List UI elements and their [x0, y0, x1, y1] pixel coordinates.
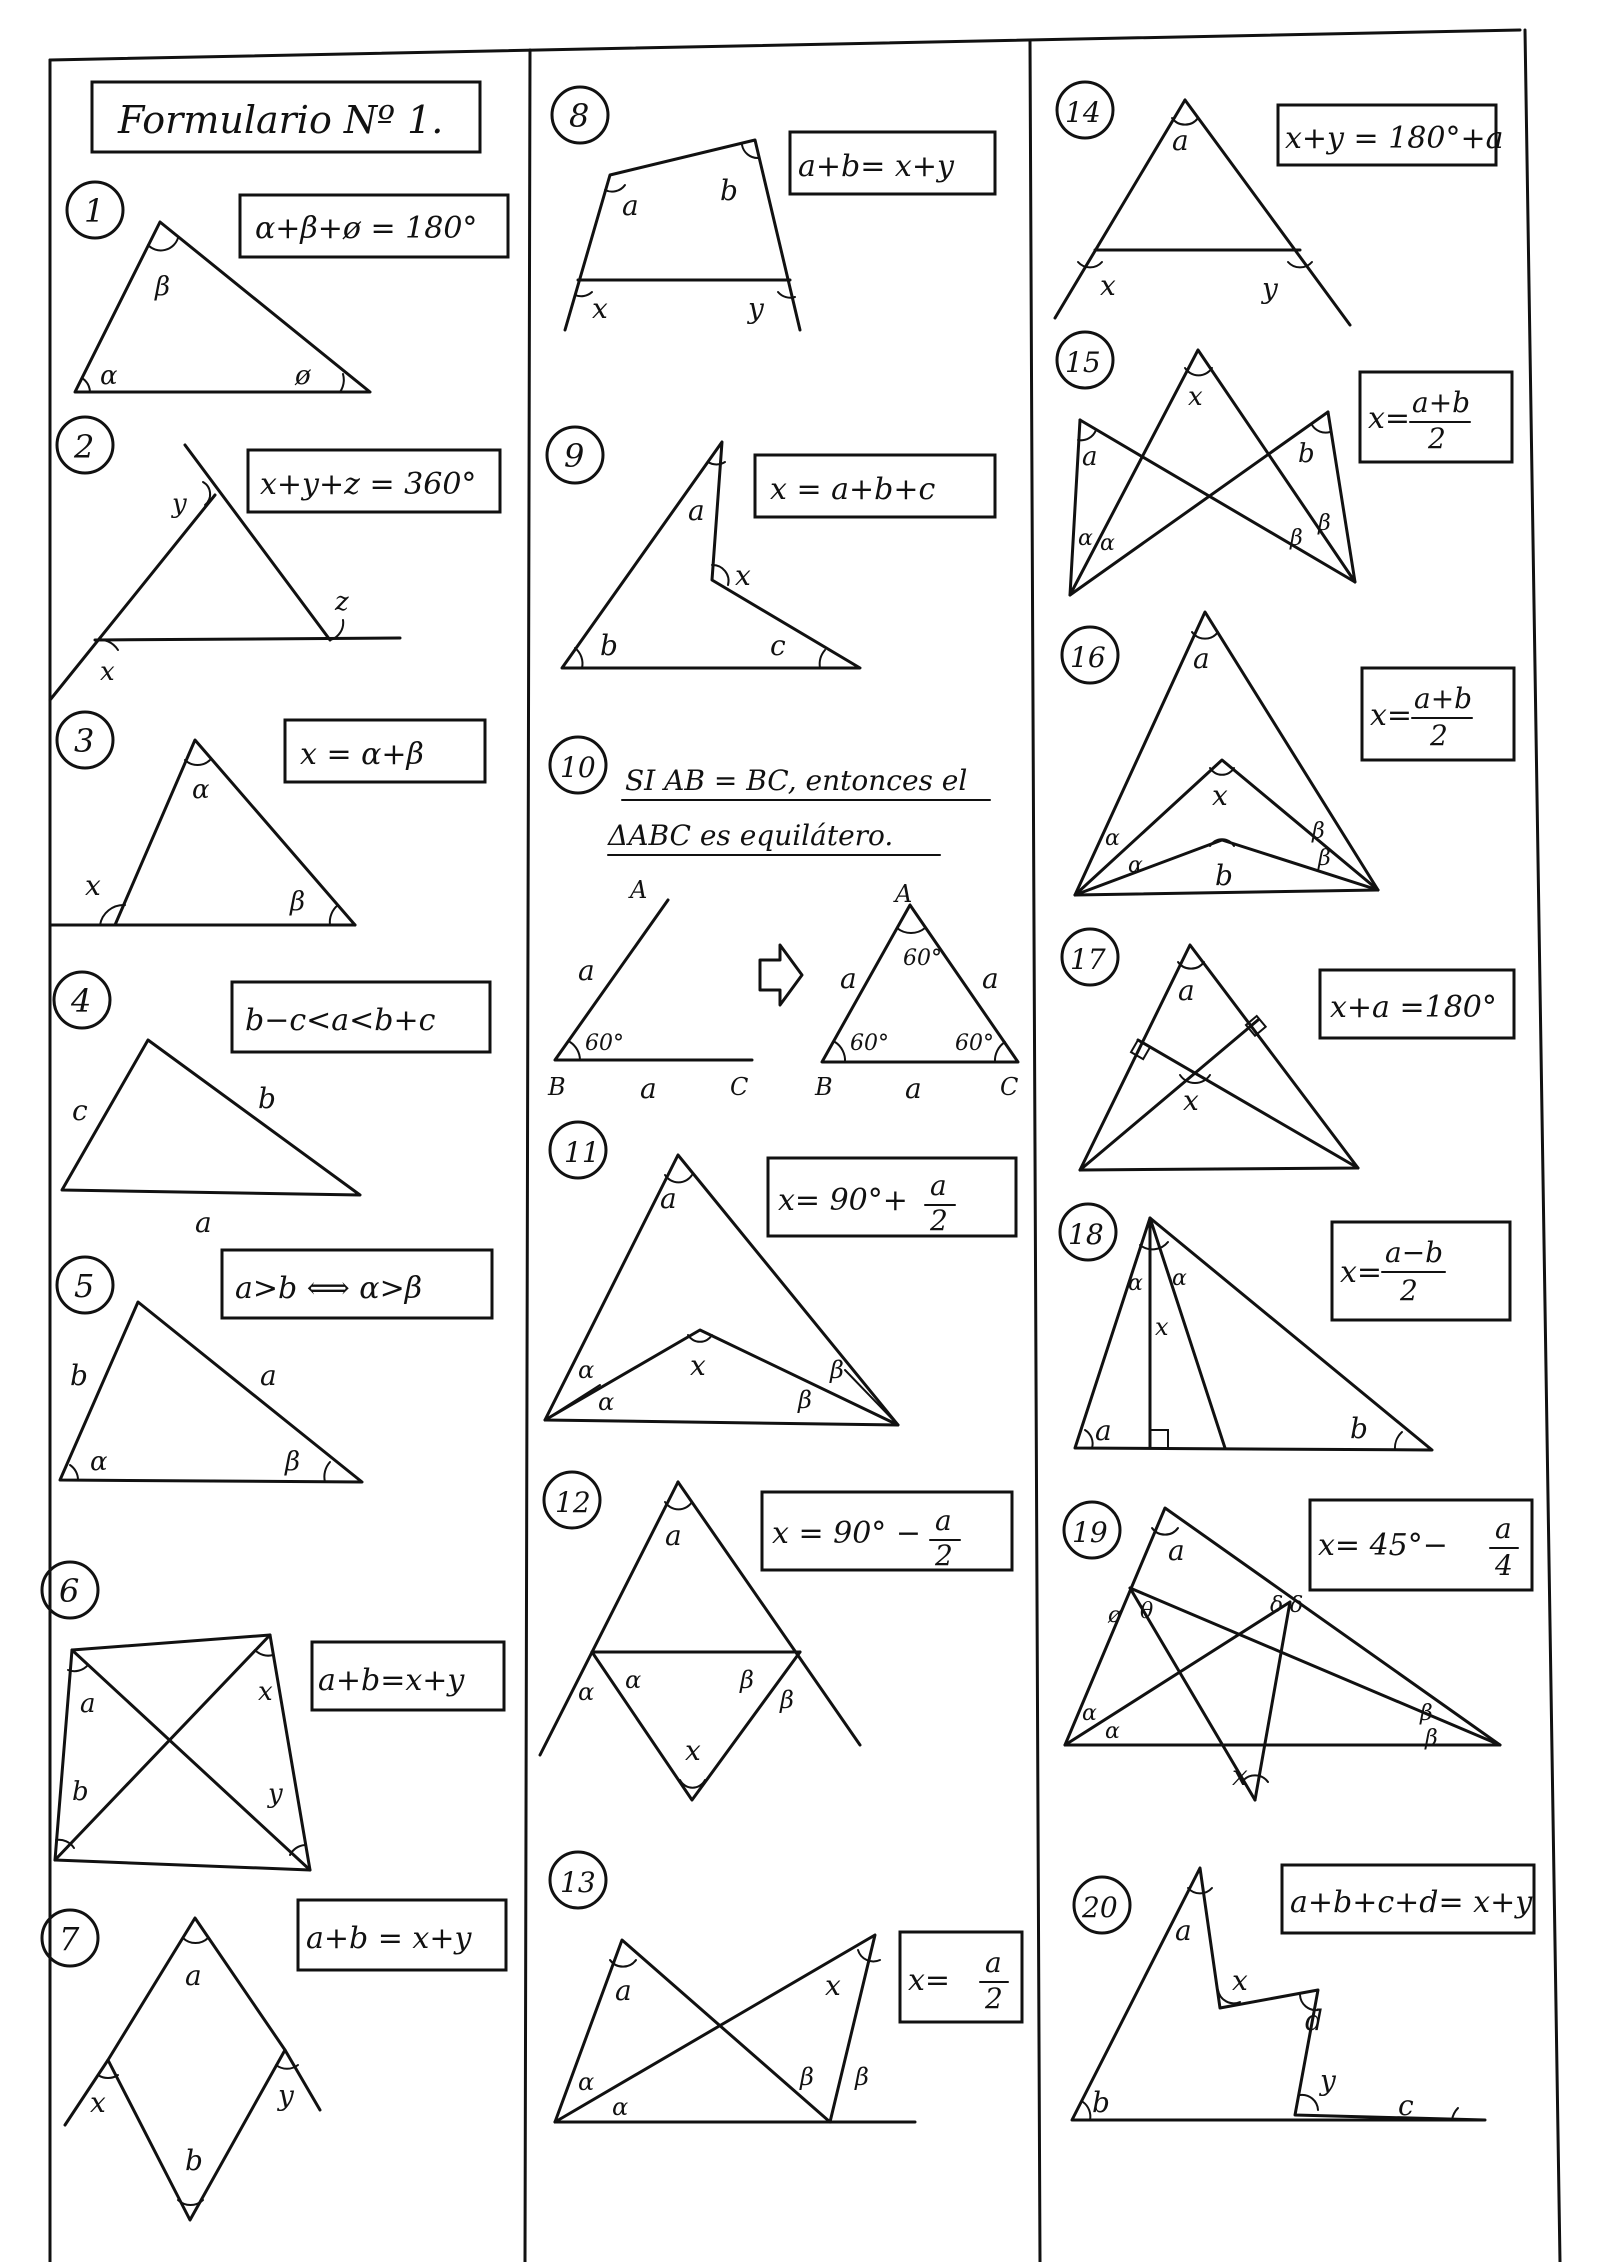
svg-text:b: b [70, 1359, 88, 1392]
svg-text:a: a [80, 1689, 96, 1719]
formula-14: x+y = 180°+a [1285, 121, 1504, 156]
svg-text:z: z [335, 587, 349, 617]
formula-4: b−c<a<b+c [245, 1003, 436, 1038]
problem-number: 3 [74, 722, 95, 760]
svg-text:ø: ø [1108, 1603, 1122, 1628]
svg-text:a: a [688, 494, 705, 527]
problem-14 [1055, 82, 1504, 325]
svg-text:a−b: a−b [1385, 1236, 1444, 1269]
svg-text:β: β [830, 1356, 844, 1384]
formula-8: a+b= x+y [798, 149, 954, 184]
svg-text:α: α [100, 361, 118, 391]
svg-text:δ: δ [1290, 1593, 1304, 1618]
formula-17: x+a =180° [1330, 990, 1497, 1025]
svg-text:x: x [1232, 1759, 1248, 1792]
problem-9 [547, 427, 995, 668]
svg-text:β: β [155, 272, 171, 302]
svg-text:x: x [1100, 269, 1116, 302]
formula-5: a>b ⟺ α>β [235, 1271, 423, 1306]
svg-text:a: a [1175, 1914, 1192, 1947]
svg-text:60°: 60° [955, 1031, 994, 1056]
svg-text:α: α [578, 1678, 595, 1706]
svg-text:β: β [285, 1447, 301, 1477]
page-title: Formulario Nº 1. [118, 98, 444, 142]
problem-19 [1064, 1500, 1532, 1800]
svg-text:a: a [905, 1072, 922, 1105]
problem-number: 1 [84, 192, 105, 230]
formula-6: a+b=x+y [318, 1663, 465, 1698]
svg-text:b: b [1298, 439, 1315, 469]
svg-text:α: α [90, 1447, 108, 1477]
title-box [92, 82, 480, 152]
svg-text:β: β [1420, 1701, 1433, 1726]
svg-text:b: b [72, 1777, 89, 1807]
svg-text:a: a [185, 1959, 202, 1992]
svg-text:θ: θ [1140, 1599, 1154, 1624]
svg-text:a: a [660, 1182, 677, 1215]
svg-text:x: x [90, 2086, 106, 2119]
svg-text:a: a [1172, 124, 1189, 157]
problem-number: 15 [1065, 346, 1101, 379]
problem-number: 5 [74, 1267, 95, 1305]
svg-text:x: x [258, 1677, 273, 1707]
problem-15 [1057, 332, 1512, 595]
svg-text:2: 2 [935, 1539, 953, 1572]
svg-text:a: a [982, 962, 999, 995]
svg-text:a: a [840, 962, 857, 995]
problem-7 [42, 1900, 506, 2220]
svg-text:y: y [268, 1779, 283, 1809]
problem-number: 10 [560, 751, 596, 784]
problem-13 [550, 1852, 1022, 2122]
formula-19-left: x= 45°− [1318, 1528, 1448, 1563]
svg-text:x: x [85, 869, 101, 902]
svg-text:A: A [630, 876, 648, 904]
svg-text:a: a [615, 1974, 632, 2007]
svg-text:y: y [1262, 272, 1278, 305]
svg-text:4: 4 [1495, 1549, 1513, 1582]
svg-text:x: x [1232, 1964, 1248, 1997]
svg-text:x: x [690, 1349, 706, 1382]
problem-5 [57, 1250, 492, 1482]
svg-text:c: c [1398, 2089, 1414, 2122]
problem-number: 11 [564, 1136, 600, 1169]
svg-text:α: α [1100, 531, 1115, 556]
svg-text:β: β [740, 1666, 754, 1694]
svg-text:β: β [1312, 819, 1325, 844]
svg-text:β: β [798, 1386, 812, 1414]
problem-number: 2 [74, 428, 95, 466]
svg-text:α: α [1172, 1266, 1187, 1291]
svg-text:β: β [290, 887, 306, 917]
svg-text:2: 2 [930, 1204, 948, 1237]
svg-text:a: a [1095, 1414, 1112, 1447]
svg-text:a: a [260, 1359, 277, 1392]
svg-text:2: 2 [985, 1982, 1003, 2015]
svg-text:b: b [600, 629, 618, 662]
svg-text:a: a [935, 1504, 952, 1537]
svg-text:x: x [825, 1969, 841, 2002]
svg-text:b: b [258, 1082, 276, 1115]
svg-text:b: b [1092, 2086, 1110, 2119]
formula-7: a+b = x+y [306, 1921, 472, 1956]
svg-text:a: a [665, 1519, 682, 1552]
svg-text:α: α [625, 1666, 642, 1694]
svg-text:a: a [640, 1072, 657, 1105]
statement-line-2: ΔABC es equilátero. [608, 819, 894, 852]
formula-13-left: x= [908, 1963, 951, 1998]
problem-number: 6 [59, 1572, 80, 1610]
svg-text:2: 2 [1430, 719, 1448, 752]
statement-line-1: SI AB = BC, entonces el [625, 764, 968, 797]
svg-text:α: α [1105, 1719, 1120, 1744]
svg-text:α: α [1105, 826, 1120, 851]
problem-8 [552, 87, 995, 330]
svg-text:α: α [1128, 853, 1143, 878]
svg-text:y: y [172, 489, 187, 519]
problem-6 [42, 1562, 504, 1870]
svg-text:60°: 60° [903, 946, 942, 971]
svg-text:a: a [1168, 1534, 1185, 1567]
formula-20: a+b+c+d= x+y [1290, 1885, 1533, 1920]
problem-number: 17 [1070, 943, 1106, 976]
svg-text:c: c [72, 1094, 88, 1127]
formula-2: x+y+z = 360° [260, 467, 477, 502]
svg-text:B: B [815, 1073, 833, 1101]
svg-text:y: y [278, 2079, 294, 2112]
problem-18 [1060, 1204, 1510, 1450]
problem-number: 19 [1072, 1516, 1108, 1549]
svg-text:a+b: a+b [1414, 682, 1473, 715]
svg-text:a: a [930, 1169, 947, 1202]
problem-number: 20 [1082, 1891, 1118, 1924]
svg-text:B: B [548, 1073, 566, 1101]
svg-text:β: β [855, 2063, 869, 2091]
problem-number: 9 [564, 437, 585, 475]
formula-12-left: x = 90° − [772, 1516, 921, 1551]
svg-text:α: α [1128, 1271, 1143, 1296]
svg-text:a: a [1082, 442, 1098, 472]
svg-text:x: x [735, 559, 751, 592]
svg-text:2: 2 [1400, 1274, 1418, 1307]
formula-15-left: x= [1368, 401, 1411, 436]
svg-text:a: a [1193, 642, 1210, 675]
svg-text:x: x [1155, 1313, 1169, 1341]
svg-text:α: α [598, 1388, 615, 1416]
svg-text:d: d [1305, 2004, 1323, 2037]
svg-text:α: α [1078, 526, 1093, 551]
svg-text:α: α [578, 2068, 595, 2096]
problem-10 [547, 737, 1018, 1105]
svg-text:β: β [1318, 511, 1331, 536]
problem-number: 7 [59, 1920, 80, 1958]
svg-text:a: a [578, 954, 595, 987]
svg-text:b: b [185, 2144, 203, 2177]
svg-text:a+b: a+b [1412, 386, 1471, 419]
svg-text:b: b [1350, 1412, 1368, 1445]
problem-number: 4 [71, 982, 92, 1020]
problem-12 [540, 1472, 1012, 1800]
formula-3: x = α+β [300, 737, 424, 772]
svg-text:α: α [578, 1356, 595, 1384]
problem-number: 8 [569, 97, 590, 135]
svg-text:x: x [592, 292, 608, 325]
formula-9: x = a+b+c [770, 472, 936, 507]
problem-number: 13 [560, 1866, 596, 1899]
svg-text:a: a [985, 1946, 1002, 1979]
svg-text:β: β [800, 2063, 814, 2091]
formula-11-left: x= 90°+ [778, 1183, 908, 1218]
problem-3 [50, 712, 485, 925]
svg-text:ø: ø [295, 361, 311, 391]
svg-text:a: a [1495, 1512, 1512, 1545]
svg-text:2: 2 [1428, 422, 1446, 455]
problem-number: 14 [1065, 96, 1101, 129]
svg-text:β: β [1318, 846, 1331, 871]
svg-text:b: b [1215, 859, 1233, 892]
svg-text:C: C [1000, 1073, 1019, 1101]
svg-text:x: x [1212, 779, 1228, 812]
problem-number: 12 [555, 1486, 591, 1519]
svg-text:x: x [1188, 382, 1203, 412]
svg-text:x: x [685, 1734, 701, 1767]
svg-text:60°: 60° [585, 1031, 624, 1056]
svg-text:α: α [612, 2093, 629, 2121]
svg-text:a: a [195, 1206, 212, 1239]
svg-text:A: A [895, 880, 913, 908]
svg-text:α: α [192, 775, 210, 805]
problem-number: 16 [1070, 641, 1106, 674]
svg-text:x: x [100, 657, 115, 687]
svg-text:y: y [1320, 2064, 1336, 2097]
svg-text:C: C [730, 1073, 749, 1101]
svg-text:δ: δ [1270, 1593, 1284, 1618]
problem-11 [545, 1122, 1016, 1425]
problem-2 [50, 417, 500, 700]
svg-text:β: β [1290, 526, 1303, 551]
problem-number: 18 [1068, 1218, 1104, 1251]
problem-1 [67, 182, 508, 392]
formula-1: α+β+ø = 180° [255, 211, 478, 246]
problem-16 [1062, 612, 1514, 895]
svg-text:a: a [1178, 974, 1195, 1007]
svg-text:β: β [1425, 1726, 1438, 1751]
svg-text:α: α [1082, 1701, 1097, 1726]
svg-text:y: y [748, 292, 764, 325]
svg-text:x: x [1183, 1084, 1199, 1117]
svg-text:a: a [622, 189, 639, 222]
problem-20 [1072, 1865, 1534, 2122]
formula-16-left: x= [1370, 698, 1413, 733]
svg-text:b: b [720, 174, 738, 207]
formula-18-left: x= [1340, 1255, 1383, 1290]
svg-text:β: β [780, 1686, 794, 1714]
problem-4 [54, 972, 490, 1239]
svg-text:60°: 60° [850, 1031, 889, 1056]
problem-17 [1062, 929, 1514, 1170]
svg-text:c: c [770, 629, 786, 662]
